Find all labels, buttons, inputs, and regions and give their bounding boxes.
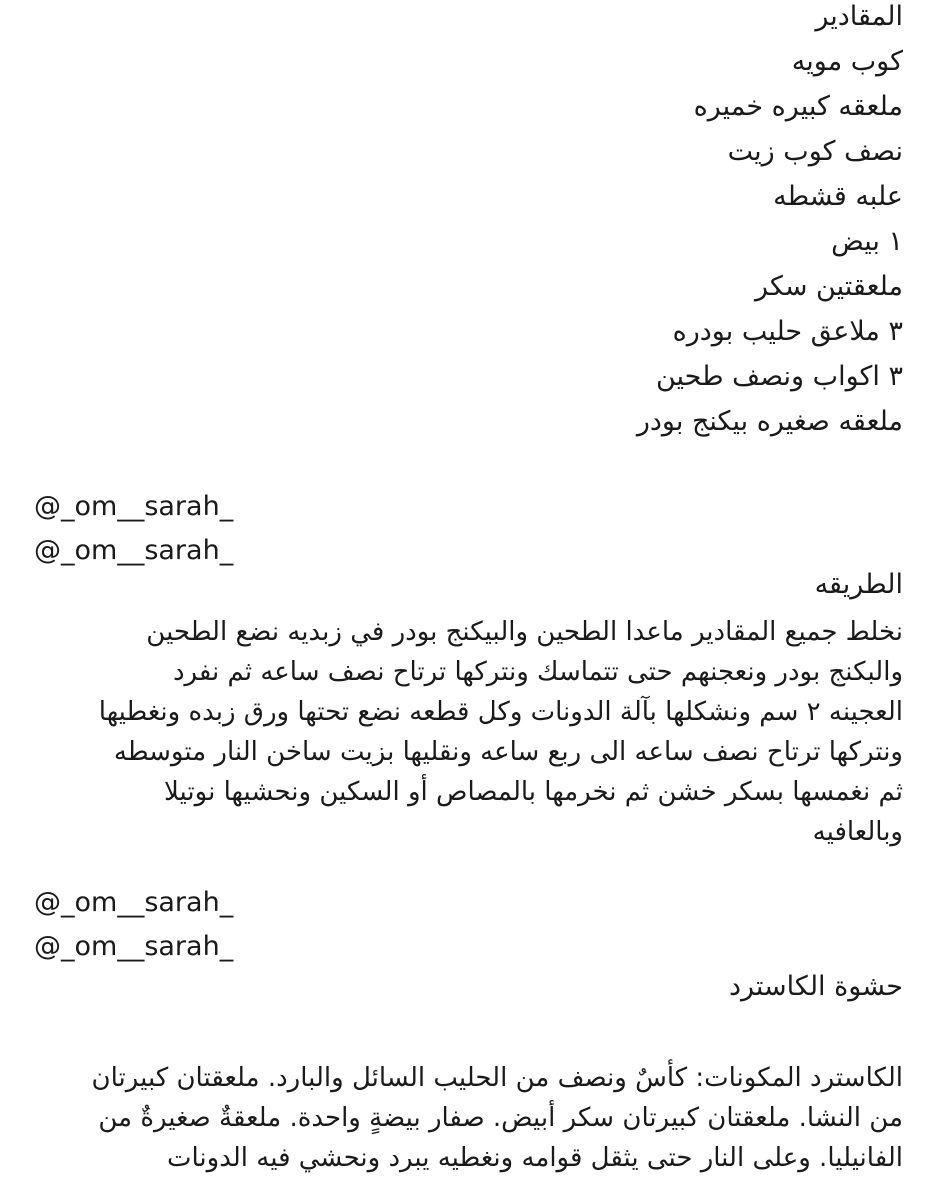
method-title: الطريقه bbox=[814, 569, 903, 600]
ingredient-item: ٣ ملاعق حليب بودره bbox=[672, 316, 903, 347]
method-paragraph bbox=[32, 612, 903, 852]
ingredient-item: ٣ اكواب ونصف طحين bbox=[655, 361, 903, 392]
ingredient-item: كوب مويه bbox=[791, 46, 903, 77]
custard-section-header bbox=[32, 964, 903, 1009]
method-line: العجينه ٢ سم ونشكلها بآلة الدونات وكل قطعه نضع تحتها ورق زبده ونغطيها bbox=[98, 697, 903, 727]
watermark-handle: @_om__sarah_ bbox=[34, 491, 234, 522]
method-line: نخلط جميع المقادير ماعدا الطحين والبيكنج بودر في زبديه نضع الطحين bbox=[146, 617, 903, 647]
method-line: والبكنج بودر ونعجنهم حتى تتماسك ونتركها ترتاح نصف ساعه ثم نفرد bbox=[172, 657, 903, 687]
ingredient-item: ملعقه كبيره خميره bbox=[693, 91, 903, 122]
ingredient-item: نصف كوب زيت bbox=[727, 136, 903, 167]
ingredients-section bbox=[32, 0, 903, 444]
custard-line: الفانيليا. وعلى النار حتى يثقل قوامه ونغطيه يبرد ونحشي فيه الدونات bbox=[167, 1143, 903, 1173]
watermark-handle: @_om__sarah_ bbox=[34, 535, 234, 566]
custard-title: حشوة الكاسترد bbox=[728, 971, 903, 1002]
watermark-handle: @_om__sarah_ bbox=[34, 887, 234, 918]
watermark-handle: @_om__sarah_ bbox=[34, 931, 234, 962]
method-line: ونتركها ترتاح نصف ساعه الى ربع ساعه ونقليها بزيت ساخن النار متوسطه bbox=[113, 737, 903, 767]
ingredient-item: ١ بيض bbox=[831, 226, 903, 257]
ingredient-item: علبه قشطه bbox=[773, 181, 903, 212]
method-line: ثم نغمسها بسكر خشن ثم نخرمها بالمصاص أو السكين ونحشيها نوتيلا bbox=[164, 777, 903, 807]
custard-line: الكاسترد المكونات: كأسٌ ونصف من الحليب السائل والبارد. ملعقتان كبيرتان bbox=[91, 1063, 903, 1093]
method-line: وبالعافيه bbox=[812, 817, 903, 847]
method-section-header bbox=[32, 562, 903, 607]
ingredient-item: ملعقتين سكر bbox=[755, 271, 903, 302]
ingredient-item: ملعقه صغيره بيكنج بودر bbox=[636, 406, 903, 437]
ingredients-title: المقادير bbox=[815, 1, 903, 32]
custard-paragraph bbox=[32, 1058, 903, 1178]
custard-line: من النشا. ملعقتان كبيرتان سكر أبيض. صفار بيضةٍ واحدة. ملعقةٌ صغيرةٌ من bbox=[98, 1103, 903, 1133]
